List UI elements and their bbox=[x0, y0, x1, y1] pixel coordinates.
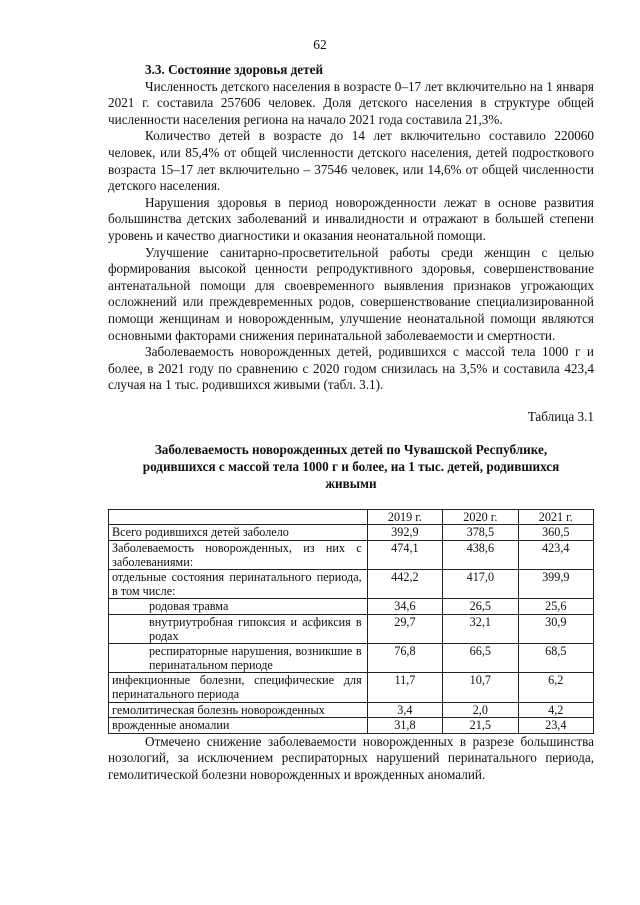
paragraph-age-groups: Количество детей в возрасте до 14 лет включительно составило 220060 человек, или 85,4% от общей численности детского населения, детей подросткового возраста 15–17 лет включительно – 37546 человек, или 14,6% от общей численности детского населения. bbox=[108, 128, 594, 194]
cell-2019: 31,8 bbox=[367, 718, 442, 734]
row-label: респираторные нарушения, возникшие в перинатальном периоде bbox=[109, 644, 368, 673]
table-row bbox=[109, 702, 594, 718]
cell-2021: 25,6 bbox=[518, 599, 593, 615]
cell-2021: 30,9 bbox=[518, 615, 593, 644]
row-label: инфекционные болезни, специфические для перинатального периода bbox=[109, 673, 368, 702]
cell-2021: 4,2 bbox=[518, 702, 593, 718]
table-row bbox=[109, 673, 594, 702]
cell-2019: 442,2 bbox=[367, 570, 442, 599]
cell-2020: 26,5 bbox=[443, 599, 518, 615]
row-label: внутриутробная гипоксия и асфиксия в родах bbox=[109, 615, 368, 644]
cell-2020: 417,0 bbox=[443, 570, 518, 599]
morbidity-table bbox=[108, 509, 594, 734]
header-2021: 2021 г. bbox=[518, 509, 593, 525]
table-row bbox=[109, 615, 594, 644]
cell-2020: 21,5 bbox=[443, 718, 518, 734]
header-2019: 2019 г. bbox=[367, 509, 442, 525]
row-label: отдельные состояния перинатального периода, в том числе: bbox=[109, 570, 368, 599]
row-label: Всего родившихся детей заболело bbox=[109, 525, 368, 541]
table-caption: Заболеваемость новорожденных детей по Чувашской Республике, родившихся с массой тела 1000 г и более, на 1 тыс. детей, родившихся живыми bbox=[142, 442, 560, 492]
cell-2019: 3,4 bbox=[367, 702, 442, 718]
paragraph-conclusion: Отмечено снижение заболеваемости новорожденных в разрезе большинства нозологий, за исключением респираторных нарушений перинатального периода, гемолитической болезни новорожденных и врожденных аномалий. bbox=[108, 733, 594, 782]
cell-2021: 399,9 bbox=[518, 570, 593, 599]
cell-2019: 11,7 bbox=[367, 673, 442, 702]
table-header-row bbox=[109, 509, 594, 525]
paragraph-improvements: Улучшение санитарно-просветительной работы среди женщин с целью формирования высокой ценности репродуктивного здоровья, совершенствование антенатальной помощи для своевременного выявления признаков угрожающих осложнений или преждевременных родов, совершенствование специализированной помощи женщинам и новорожденным, улучшение неонатальной помощи являются основными факторами снижения перинатальной заболеваемости и смертности. bbox=[108, 244, 594, 343]
page-number: 62 bbox=[313, 37, 327, 52]
cell-2021: 423,4 bbox=[518, 541, 593, 570]
table-label: Таблица 3.1 bbox=[527, 408, 594, 424]
cell-2020: 66,5 bbox=[443, 644, 518, 673]
cell-2020: 378,5 bbox=[443, 525, 518, 541]
cell-2020: 2,0 bbox=[443, 702, 518, 718]
header-2020: 2020 г. bbox=[443, 509, 518, 525]
cell-2020: 32,1 bbox=[443, 615, 518, 644]
paragraph-morbidity: Заболеваемость новорожденных детей, родившихся с массой тела 1000 г и более, в 2021 году по сравнению с 2020 годом снизилась на 3,5% и составила 423,4 случая на 1 тыс. родившихся живыми (табл. 3.1). bbox=[108, 344, 594, 393]
cell-2021: 6,2 bbox=[518, 673, 593, 702]
table-row bbox=[109, 644, 594, 673]
table-row bbox=[109, 599, 594, 615]
paragraph-child-population: Численность детского населения в возрасте 0–17 лет включительно на 1 января 2021 г. составила 257606 человек. Доля детского населения в структуре общей численности населения региона на начало 2021 года составила 21,3%. bbox=[108, 78, 594, 127]
row-label: Заболеваемость новорожденных, из них с заболеваниями: bbox=[109, 541, 368, 570]
cell-2020: 438,6 bbox=[443, 541, 518, 570]
cell-2019: 34,6 bbox=[367, 599, 442, 615]
cell-2019: 474,1 bbox=[367, 541, 442, 570]
cell-2020: 10,7 bbox=[443, 673, 518, 702]
cell-2021: 68,5 bbox=[518, 644, 593, 673]
cell-2019: 29,7 bbox=[367, 615, 442, 644]
cell-2021: 360,5 bbox=[518, 525, 593, 541]
row-label: родовая травма bbox=[109, 599, 368, 615]
cell-2019: 392,9 bbox=[367, 525, 442, 541]
row-label: гемолитическая болезнь новорожденных bbox=[109, 702, 368, 718]
table-row bbox=[109, 541, 594, 570]
table-row bbox=[109, 718, 594, 734]
cell-2021: 23,4 bbox=[518, 718, 593, 734]
table-row bbox=[109, 570, 594, 599]
row-label: врожденные аномалии bbox=[109, 718, 368, 734]
table-row bbox=[109, 525, 594, 541]
header-blank bbox=[109, 509, 368, 525]
document-body bbox=[108, 62, 594, 784]
cell-2019: 76,8 bbox=[367, 644, 442, 673]
section-heading: 3.3. Состояние здоровья детей bbox=[145, 62, 324, 77]
paragraph-neonatal-disorders: Нарушения здоровья в период новорожденности лежат в основе развития большинства детских заболеваний и инвалидности и отражают в большей степени уровень и качество диагностики и оказания неонатальной помощи. bbox=[108, 194, 594, 243]
